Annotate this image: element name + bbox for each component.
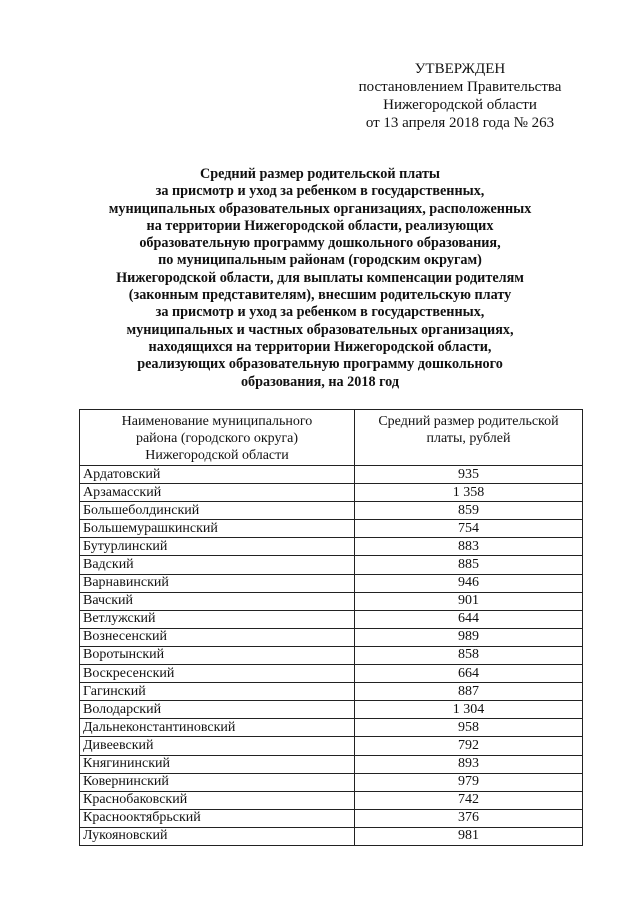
- district-name: Гагинский: [80, 683, 355, 701]
- district-name: Лукояновский: [80, 827, 355, 845]
- document-title: [60, 166, 580, 391]
- fee-value: 664: [355, 665, 583, 683]
- district-name: Ардатовский: [80, 466, 355, 484]
- header-district-name: Наименование муниципального района (городского округа) Нижегородской области: [80, 410, 355, 466]
- fee-value: 754: [355, 520, 583, 538]
- fee-value: 644: [355, 610, 583, 628]
- table-row: [80, 791, 583, 809]
- fee-value: 981: [355, 827, 583, 845]
- table-row: [80, 592, 583, 610]
- district-name: Ветлужский: [80, 610, 355, 628]
- table-row: [80, 683, 583, 701]
- fee-value: 376: [355, 809, 583, 827]
- header-average-fee: Средний размер родительской платы, рублей: [355, 410, 583, 466]
- fee-value: 792: [355, 737, 583, 755]
- district-name: Большемурашкинский: [80, 520, 355, 538]
- title-line: (законным представителям), внесшим родительскую плату: [128, 287, 512, 304]
- fee-value: 935: [355, 466, 583, 484]
- table-row: [80, 466, 583, 484]
- title-line: Нижегородской области, для выплаты компенсации родителям: [116, 269, 524, 286]
- district-name: Большеболдинский: [80, 502, 355, 520]
- title-line: Средний размер родительской платы: [199, 166, 441, 182]
- table-row: [80, 827, 583, 845]
- table-row: [80, 574, 583, 592]
- fee-value: 887: [355, 683, 583, 701]
- title-line: на территории Нижегородской области, реализующих: [146, 217, 494, 234]
- title-line: образовательную программу дошкольного образования,: [139, 235, 501, 252]
- district-name: Княгининский: [80, 755, 355, 773]
- fee-value: 958: [355, 719, 583, 737]
- parent-fee-table: [79, 409, 583, 846]
- approval-stamp: [340, 60, 580, 132]
- table-row: [80, 737, 583, 755]
- table-row: [80, 809, 583, 827]
- title-line: муниципальных и частных образовательных организациях,: [126, 321, 514, 338]
- approval-line: Нижегородской области: [383, 97, 537, 113]
- title-line: реализующих образовательную программу дошкольного: [137, 356, 503, 373]
- fee-value: 989: [355, 628, 583, 646]
- approval-line: постановлением Правительства: [358, 79, 562, 95]
- fee-value: 859: [355, 502, 583, 520]
- title-line: муниципальных образовательных организациях, расположенных: [108, 200, 532, 217]
- district-name: Краснобаковский: [80, 791, 355, 809]
- table-row: [80, 628, 583, 646]
- district-name: Володарский: [80, 701, 355, 719]
- table-row: [80, 701, 583, 719]
- table-row: [80, 520, 583, 538]
- table-header-row: [80, 410, 583, 466]
- district-name: Воскресенский: [80, 665, 355, 683]
- table-row: [80, 610, 583, 628]
- approval-heading: УТВЕРЖДЕН: [414, 61, 506, 77]
- table-row: [80, 484, 583, 502]
- table-row: [80, 646, 583, 664]
- district-name: Бутурлинский: [80, 538, 355, 556]
- approval-date: от 13 апреля 2018 года № 263: [365, 115, 555, 131]
- district-name: Воротынский: [80, 646, 355, 664]
- district-name: Вачский: [80, 592, 355, 610]
- district-name: Арзамасский: [80, 484, 355, 502]
- title-line: за присмотр и уход за ребенком в государственных,: [155, 304, 485, 321]
- title-line: за присмотр и уход за ребенком в государственных,: [155, 183, 485, 200]
- table-row: [80, 773, 583, 791]
- district-name: Дивеевский: [80, 737, 355, 755]
- title-line: находящихся на территории Нижегородской области,: [148, 338, 492, 355]
- fee-value: 946: [355, 574, 583, 592]
- district-name: Варнавинский: [80, 574, 355, 592]
- fee-value: 742: [355, 791, 583, 809]
- district-name: Краснооктябрьский: [80, 809, 355, 827]
- fee-value: 858: [355, 646, 583, 664]
- table-row: [80, 719, 583, 737]
- district-name: Дальнеконстантиновский: [80, 719, 355, 737]
- title-line: по муниципальным районам (городским округам): [158, 252, 482, 269]
- district-name: Вознесенский: [80, 628, 355, 646]
- fee-value: 883: [355, 538, 583, 556]
- table-row: [80, 755, 583, 773]
- table-row: [80, 556, 583, 574]
- fee-value: 1 358: [355, 484, 583, 502]
- table-row: [80, 665, 583, 683]
- district-name: Ковернинский: [80, 773, 355, 791]
- table-row: [80, 502, 583, 520]
- table-row: [80, 538, 583, 556]
- fee-value: 979: [355, 773, 583, 791]
- fee-value: 885: [355, 556, 583, 574]
- title-line: образования, на 2018 год: [240, 373, 400, 390]
- district-name: Вадский: [80, 556, 355, 574]
- fee-value: 901: [355, 592, 583, 610]
- fee-value: 893: [355, 755, 583, 773]
- fee-value: 1 304: [355, 701, 583, 719]
